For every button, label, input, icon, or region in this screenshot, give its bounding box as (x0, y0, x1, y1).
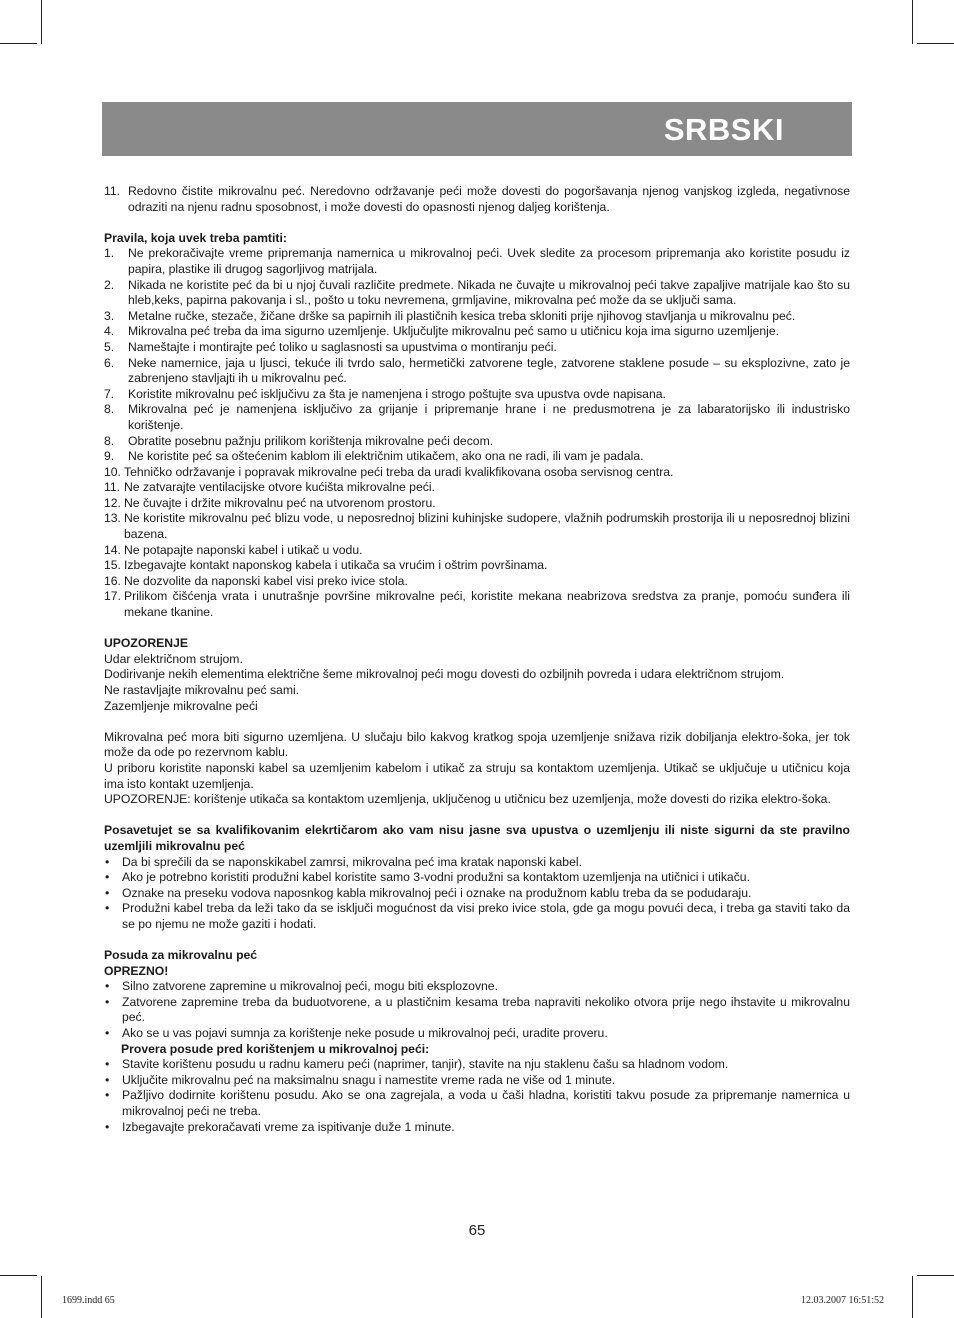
rule-list-item (104, 340, 850, 356)
rule-list-item (104, 402, 850, 433)
crop-mark (917, 43, 954, 44)
list-number: 3. (104, 308, 115, 323)
bullet-icon: • (105, 1057, 110, 1072)
list-text: Nameštajte i montirajte peć toliko u saglasnosti sa upustvima o montiranju peći. (128, 339, 557, 354)
bullet-text: Pažljivo dodirnite korištenu posudu. Ako se ona zagrejala, a voda u čaši hladna, koristiti takvu posude za pripremanje namernica u mikrovalnoj peći ne treba. (122, 1088, 850, 1119)
bullet-item (104, 1073, 850, 1089)
list-number: 6. (104, 355, 115, 370)
list-number: 13. (104, 511, 121, 526)
bullet-icon: • (105, 1119, 110, 1134)
crop-mark (41, 1276, 42, 1318)
rule-list-item (104, 480, 850, 496)
list-number: 12. (104, 495, 121, 510)
bullet-item (104, 979, 850, 995)
rules-list (104, 246, 850, 620)
page-content (104, 184, 850, 1135)
crop-mark (0, 1275, 37, 1276)
grounding-paragraph: U priboru koristite naponski kabel sa uzemljenim kabelom i utikač za struju sa kontaktom uzemljenja. Utikač se uključuje u utičnicu koja ima isto kontakt uzemljenja. (104, 760, 850, 791)
bullet-item (104, 870, 850, 886)
rule-list-item (104, 543, 850, 559)
grounding-paragraph: UPOZORENJE: korištenje utikača sa kontaktom uzemljenja, uključenog u utičnicu bez uzemljenja, može dovesti do rizika elektro-šoka. (104, 792, 831, 807)
bullet-item (104, 1088, 850, 1119)
rule-list-item (104, 465, 850, 481)
crop-mark (912, 0, 913, 44)
warning-line: Ne rastavljajte mikrovalnu peć sami. (104, 683, 300, 697)
bullet-item (104, 855, 850, 871)
rule-list-item (104, 278, 850, 309)
bullet-item (104, 995, 850, 1026)
bullet-text: Stavite korištenu posudu u radnu kameru peći (naprimer, tanjir), stavite na nju staklenu čašu sa hladnom vodom. (122, 1057, 729, 1072)
footer-file-info: 1699.indd 65 (62, 1295, 115, 1306)
list-text: Ne koristite mikrovalnu peć blizu vode, u neposrednoj blizini kuhinjske sudopere, vlažnih podrumskih prostorija ili u neposrednoj blizini bazena. (124, 511, 850, 542)
rule-list-item (104, 434, 850, 450)
advice-heading: Posavetujet se sa kvalifikovanim elekrtičarom ako vam nisu jasne sva upustva o uzemljenju ili niste sigurni da ste pravilno uzemljili mikrovalnu peć (104, 823, 850, 853)
rule-list-item (104, 449, 850, 465)
list-number: 1. (104, 246, 115, 261)
rules-heading: Pravila, koja uvek treba pamtiti: (104, 230, 287, 245)
page-number: 65 (468, 1222, 486, 1239)
rule-list-item (104, 511, 850, 542)
rule-list-item (104, 324, 850, 340)
bullet-icon: • (105, 1088, 110, 1103)
list-text: Mikrovalna peć treba da ima sigurno uzemljenje. Uključuljte mikrovalnu peć samo u utičnicu koja ima sigurno uzemljenje. (128, 324, 779, 339)
bullet-text: Da bi sprečili da se naponskikabel zamrsi, mikrovalna peć ima kratak naponski kabel. (122, 854, 582, 869)
list-text: Obratite posebnu pažnju prilikom korištenja mikrovalne peći decom. (128, 433, 494, 448)
bullet-text: Silno zatvorene zapremine u mikrovalnoj peći, mogu biti eksplozovne. (122, 979, 498, 994)
list-number: 10. (104, 464, 121, 479)
cookware-heading: Posuda za mikrovalnu peć (104, 948, 258, 963)
bullet-icon: • (105, 1026, 110, 1041)
bullet-icon: • (105, 870, 110, 885)
rule-list-item (104, 558, 850, 574)
cookware-bullet-list (104, 979, 850, 1041)
crop-mark (912, 1276, 913, 1318)
bullet-text: Ako se u vas pojavi sumnja za korištenje neke posude u mikrovalnoj peći, uradite proveru. (122, 1026, 608, 1041)
bullet-icon: • (105, 885, 110, 900)
rule-list-item (104, 574, 850, 590)
bullet-text: Oznake na preseku vodova naposnkog kabla mikrovalnoj peći i oznake na produžnom kablu treba da se podudaraju. (122, 885, 752, 900)
list-text: Ne čuvajte i držite mikrovalnu peć na utvorenom prostoru. (124, 495, 436, 510)
bullet-item (104, 901, 850, 932)
warning-line: Dodirivanje nekih elementima električne šeme mikrovalnoj peći mogu dovesti do ozbiljnih povreda i udara električnom strujom. (104, 667, 785, 682)
list-text: Ne koristite peć sa oštećenim kablom ili električnim utikačem, ako ona ne radi, ili vam je padala. (128, 449, 644, 464)
bullet-icon: • (105, 979, 110, 994)
bullet-item (104, 1120, 850, 1136)
bullet-item (104, 886, 850, 902)
list-number: 7. (104, 386, 115, 401)
list-text: Izbegavajte kontakt naponskog kabela i utikača sa vrućim i oštrim površinama. (124, 558, 548, 573)
bullet-icon: • (105, 901, 110, 916)
list-number: 11. (104, 480, 121, 495)
list-number: 14. (104, 542, 121, 557)
list-text: Mikrovalna peć je namenjena isključivo za grijanje i pripremanje hrane i ne predusmotrena je za labaratorijsko ili industrisko korištenje. (128, 402, 850, 432)
rule-list-item (104, 246, 850, 277)
list-text: Tehničko održavanje i popravak mikrovalne peći treba da uradi kvalikfikovana osoba servisnog centra. (124, 464, 674, 479)
bullet-text: Uključite mikrovalnu peć na maksimalnu snagu i namestite vreme rada ne više od 1 minute. (122, 1072, 616, 1087)
bullet-icon: • (105, 994, 110, 1009)
bullet-item (104, 1026, 850, 1042)
check-bullet-list (104, 1057, 850, 1135)
crop-mark (917, 1275, 954, 1276)
warning-line: Zazemljenje mikrovalne peći (104, 698, 258, 713)
intro-list-item (104, 184, 850, 215)
rule-list-item (104, 496, 850, 512)
caution-label: OPREZNO! (104, 963, 169, 978)
list-number: 8. (104, 402, 115, 417)
list-text: Ne potapajte naponski kabel i utikač u vodu. (124, 542, 363, 557)
bullet-text: Izbegavajte prekoračavati vreme za ispitivanje duže 1 minute. (122, 1119, 455, 1134)
warning-line: Udar električnom strujom. (104, 651, 243, 666)
advice-bullet-list (104, 855, 850, 933)
bullet-item (104, 1057, 850, 1073)
rule-list-item (104, 309, 850, 325)
bullet-icon: • (105, 854, 110, 869)
list-text: Nikada ne koristite peć da bi u njoj čuvali različite predmete. Nikada ne čuvajte u mikrovalnoj peći takve zapaljive matrijale kao što su hleb,keks, papirna pakovanja i sl., pošto u toku nevremena, grmljavine, mikrovalna peć može da se uključi sama. (128, 277, 850, 308)
bullet-icon: • (105, 1072, 110, 1087)
rule-list-item (104, 589, 850, 620)
list-number: 11. (104, 184, 121, 198)
rule-list-item (104, 356, 850, 387)
bullet-text: Produžni kabel treba da leži tako da se isključi mogućnost da visi preko ivice stola, gde ga mogu povući deca, i treba ga staviti tako da se po njemu ne može gaziti i hodati. (122, 901, 850, 931)
warning-heading: UPOZORENJE (104, 636, 188, 651)
list-text: Ne prekoračivajte vreme pripremanja namernica u mikrovalnoj peći. Uvek sledite za procesom pripremanja ako koristite posudu iz papira, plastike ili drugog sagorljivog matrijala. (128, 246, 850, 276)
list-text: Koristite mikrovalnu peć isključivu za šta je namenjena i strogo poštujte sva upustva ovde napisana. (128, 386, 666, 401)
list-number: 8. (104, 433, 115, 448)
check-heading: Provera posude pred korištenjem u mikrovalnoj peći: (121, 1041, 430, 1056)
list-text: Neke namernice, jaja u ljusci, tekuće ili tvrdo salo, hermetički zatvorene tegle, zatvorene staklene posude – su eksplozivne, zato je zabrenjeno stavljajti ih u mikrovalnu peć. (128, 355, 850, 386)
bullet-text: Zatvorene zapremine treba da buduotvorene, a u plastičnim kesama treba napraviti nekoliko otvora prije nego ihstavite u mikrovalnu peć. (122, 994, 850, 1025)
rule-list-item (104, 387, 850, 403)
list-number: 5. (104, 339, 115, 354)
language-header-band (102, 102, 852, 156)
list-text: Ne zatvarajte ventilacijske otvore kućišta mikrovalne peći. (124, 480, 435, 495)
list-text: Metalne ručke, stezače, žičane drške sa papirnih ili plastičnih kesica treba skloniti prije njihovog stavljanja u mikrovalnu peć. (128, 308, 796, 323)
list-text: Prilikom čišćenja vrata i unutrašnje površine mikrovalne peći, koristite mekana neabrizova sredstva za pranje, pomoću sunđera ili mekane tkanine. (124, 589, 850, 620)
language-title: SRBSKI (663, 112, 784, 147)
list-number: 17. (104, 589, 121, 604)
list-number: 4. (104, 324, 115, 339)
list-number: 15. (104, 558, 121, 573)
list-number: 16. (104, 573, 121, 588)
list-number: 9. (104, 449, 115, 464)
list-text: Ne dozvolite da naponski kabel visi preko ivice stola. (124, 573, 408, 588)
crop-mark (41, 0, 42, 44)
list-number: 2. (104, 277, 115, 292)
footer-timestamp: 12.03.2007 16:51:52 (800, 1295, 884, 1306)
bullet-text: Ako je potrebno koristiti produžni kabel koristite samo 3-vodni produžni sa kontaktom uzemljenja na utičnici i utikaču. (122, 870, 750, 885)
list-text: Redovno čistite mikrovalnu peć. Neredovno održavanje peći može dovesti do pogoršavanja njenog vanjskog izgleda, negativnose odraziti na njenu radnu sposobnost, i može dovesti do opasnosti njenog daljeg korištenja. (128, 184, 850, 214)
grounding-paragraph: Mikrovalna peć mora biti sigurno uzemljena. U slučaju bilo kakvog kratkog spoja uzemljenje snižava rizik dobiljanja elektro-šoka, jer tok može da ode po rezervnom kablu. (104, 729, 850, 760)
crop-mark (0, 43, 37, 44)
